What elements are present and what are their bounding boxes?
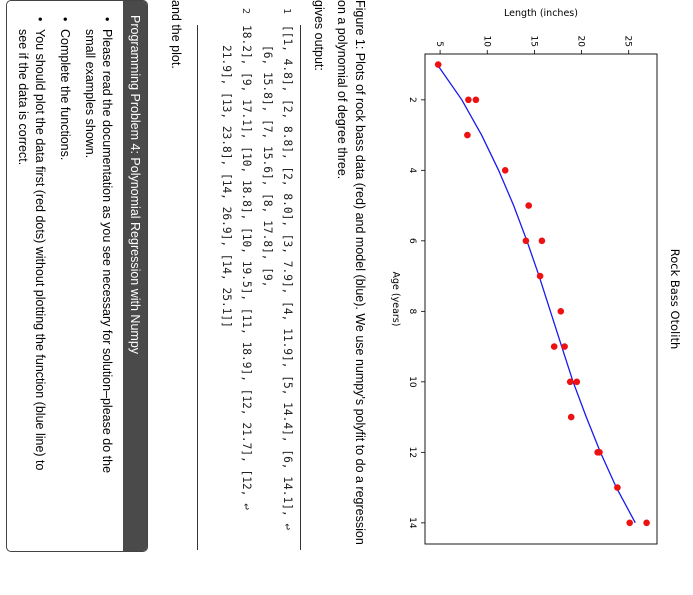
data-point: [464, 132, 471, 139]
x-tick-label: 6: [407, 237, 417, 244]
data-point: [643, 520, 650, 527]
problem-bullet: [14, 29, 48, 539]
y-tick-label: 25: [622, 35, 633, 47]
code-top-rule: [300, 25, 301, 550]
problem-bullet: [56, 29, 73, 539]
x-tick-label: 4: [407, 167, 417, 174]
data-point: [502, 167, 509, 174]
problem-bullet-line: Please read the documentation as you see necessary for solution–please do the: [100, 29, 114, 474]
data-point: [551, 343, 558, 350]
x-tick-label: 10: [407, 376, 417, 388]
data-point: [626, 520, 633, 527]
data-point: [537, 273, 544, 280]
y-tick-label: 15: [528, 35, 539, 47]
data-point: [525, 202, 532, 209]
code-line-continuation: 21.9], [13, 23.8], [14, 26.9], [14, 25.1]]: [220, 45, 233, 328]
problem-bullet: [81, 29, 115, 539]
data-point: [539, 238, 546, 245]
problem-bullet-line: Complete the functions.: [58, 29, 72, 161]
problem-title: Programming Problem 4: Polynomial Regression with Numpy: [123, 1, 147, 551]
data-point: [558, 308, 565, 315]
data-point: [596, 449, 603, 456]
data-point: [523, 238, 530, 245]
y-tick-label: 20: [575, 35, 586, 47]
bullet-icon: •: [100, 17, 114, 22]
code-line: 18.2], [9, 17.1], [10, 18.8], [10, 19.5], [11, 18.9], [12, 21.7], [12, ↩: [240, 25, 253, 510]
and-the-plot-text: and the plot.: [169, 0, 183, 69]
x-tick-label: 8: [407, 308, 417, 315]
chart-title: Rock Bass Otolith: [668, 248, 682, 350]
code-line-continuation: [6, 15.8], [7, 15.6], [8, 17.8], [9,: [261, 45, 274, 288]
data-point: [473, 97, 480, 104]
problem-bullet-line: small examples shown.: [83, 29, 97, 159]
data-point: [561, 343, 568, 350]
x-axis-label: Age (years): [390, 271, 401, 327]
y-tick-label: 5: [434, 41, 445, 47]
code-line-number: 2: [240, 8, 251, 15]
chart-text: [390, 8, 682, 349]
code-listing: [186, 0, 296, 560]
problem-bullet-line: see if the data is correct.: [16, 29, 30, 166]
bullet-icon: •: [33, 17, 47, 22]
data-point: [465, 97, 472, 104]
figure-chart: [373, 0, 693, 595]
chart-series: [435, 61, 650, 526]
code-bottom-rule: [197, 25, 198, 550]
code-line: [[1, 4.8], [2, 8.8], [2, 8.0], [3, 7.9], [4, 11.9], [5, 14.4], [6, 14.1], ↩: [281, 25, 294, 531]
programming-problem-box: [6, 0, 148, 552]
code-line-number: 1: [281, 8, 292, 15]
y-tick-label: 10: [481, 35, 492, 47]
x-tick-label: 14: [407, 517, 417, 529]
gives-output-text: gives output:: [312, 0, 326, 71]
data-point: [567, 379, 574, 386]
data-point: [574, 379, 581, 386]
data-point: [435, 61, 442, 68]
data-point: [568, 414, 575, 421]
x-tick-label: 2: [407, 96, 417, 103]
bullet-icon: •: [58, 17, 72, 22]
chart-axes: [425, 54, 657, 544]
figure-caption: Figure 1: Plots of rock bass data (red) and model (blue). We use numpy's polyfit to do a regression on a polynomial of degree three.: [335, 0, 367, 545]
y-axis-label: Length (inches): [504, 8, 578, 19]
plot-frame: [425, 54, 657, 544]
problem-bullet-line: You should plot the data first (red dots) without plotting the function (blue line) to: [33, 29, 47, 471]
data-point: [614, 484, 621, 491]
x-tick-label: 12: [407, 446, 417, 459]
